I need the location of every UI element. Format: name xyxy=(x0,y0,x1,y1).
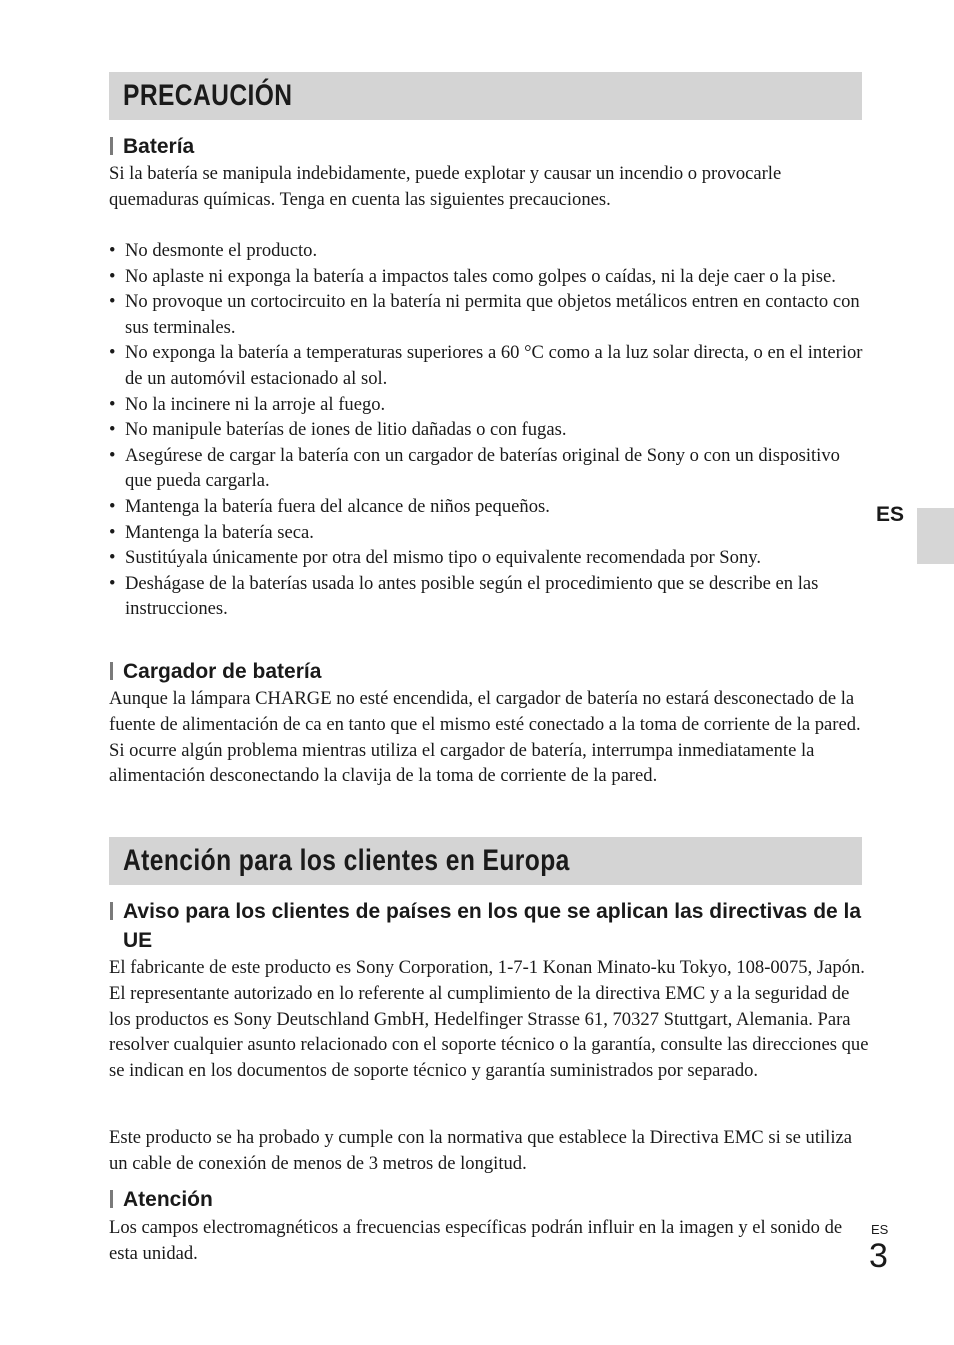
subheading-aviso xyxy=(109,897,869,955)
list-item: • Asegúrese de cargar la batería con un cargador de baterías original de Sony o con un dispositivo que pueda cargarla. xyxy=(109,443,869,494)
page-language: ES xyxy=(871,1222,889,1237)
language-tab xyxy=(917,508,954,564)
heading-marker xyxy=(110,662,113,680)
subheading-aviso-text: Aviso para los clientes de países en los que se aplican las directivas de la UE xyxy=(123,900,862,952)
bateria-precautions-list xyxy=(109,238,869,622)
subheading-atencion-text: Atención xyxy=(123,1188,213,1211)
page-number: 3 xyxy=(869,1237,888,1275)
list-item: • Mantenga la batería fuera del alcance de niños pequeños. xyxy=(109,494,869,520)
atencion-text: Los campos electromagnéticos a frecuencias específicas podrán influir en la imagen y el sonido de esta unidad. xyxy=(109,1217,843,1264)
list-item: • Sustitúyala únicamente por otra del mismo tipo o equivalente recomendada por Sony. xyxy=(109,545,869,571)
subheading-cargador xyxy=(109,657,869,686)
heading-marker xyxy=(110,137,113,155)
list-item: • No manipule baterías de iones de litio dañadas o con fugas. xyxy=(109,417,869,443)
list-item: • No desmonte el producto. xyxy=(109,238,869,264)
list-item: • No provoque un cortocircuito en la batería ni permita que objetos metálicos entren en contacto con sus terminales. xyxy=(109,289,869,340)
aviso-text-2: Este producto se ha probado y cumple con la normativa que establece la Directiva EMC si se utiliza un cable de conexión de menos de 3 metros de longitud. xyxy=(109,1127,852,1174)
section-title-precaucion: PRECAUCIÓN xyxy=(123,79,293,112)
section-title-europa: Atención para los clientes en Europa xyxy=(123,844,570,877)
subheading-bateria xyxy=(109,132,869,161)
list-item: • Mantenga la batería seca. xyxy=(109,520,869,546)
bateria-intro: Si la batería se manipula indebidamente, puede explotar y causar un incendio o provocarle quemaduras químicas. Tenga en cuenta las siguientes precauciones. xyxy=(109,163,782,210)
subheading-atencion xyxy=(109,1185,869,1214)
heading-marker xyxy=(110,902,113,920)
list-item: • No aplaste ni exponga la batería a impactos tales como golpes o caídas, ni la deje caer o la pise. xyxy=(109,264,869,290)
list-item: • No la incinere ni la arroje al fuego. xyxy=(109,392,869,418)
section-banner-precaucion xyxy=(109,72,862,120)
language-tab-label: ES xyxy=(876,503,905,526)
subheading-bateria-text: Batería xyxy=(123,135,195,158)
heading-marker xyxy=(110,1190,113,1208)
subheading-cargador-text: Cargador de batería xyxy=(123,660,322,683)
list-item: • Deshágase de la baterías usada lo antes posible según el procedimiento que se describe en las instrucciones. xyxy=(109,571,869,622)
section-banner-europa xyxy=(109,837,862,885)
list-item: • No exponga la batería a temperaturas superiores a 60 °C como a la luz solar directa, o en el interior de un automóvil estacionado al sol. xyxy=(109,340,869,391)
cargador-text: Aunque la lámpara CHARGE no esté encendida, el cargador de batería no estará desconectado de la fuente de alimentación de ca en tanto que el mismo esté conectado a la toma de corriente de la pared. Si ocurre algún problema mientras utiliza el cargador de batería, interrumpa inmediatamente la alimentación desconectando la clavija de la toma de corriente de la pared. xyxy=(109,688,861,787)
aviso-text-1: El fabricante de este producto es Sony Corporation, 1-7-1 Konan Minato-ku Tokyo, 108-0075, Japón. El representante autorizado en lo referente al cumplimiento de la directiva EMC y a la seguridad de los productos es Sony Deutschland GmbH, Hedelfinger Strasse 61, 70327 Stuttgart, Alemania. Para resolver cualquier asunto relacionado con el soporte técnico o la garantía, consulte las direcciones que se indican en los documentos de soporte técnico y garantía suministrados por separado. xyxy=(109,957,869,1082)
